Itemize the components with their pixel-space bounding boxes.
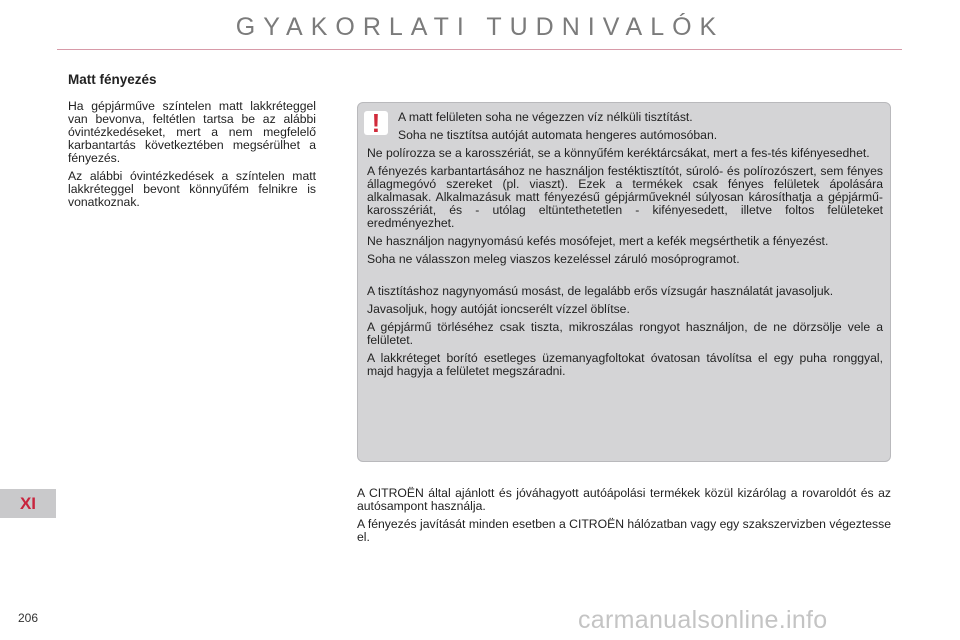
warning-paragraph: Javasoljuk, hogy autóját ioncserélt vízzel öblítse. — [367, 302, 630, 316]
intro-paragraph: Ha gépjárműve színtelen matt lakkréteggel van bevonva, feltétlen tartsa be az alábbi óvintézkedéseket, mert a nem megfelelő karbantartás következtében megsérülhet a fényezés. — [68, 99, 316, 165]
page-number: 206 — [18, 611, 39, 625]
section-title: Matt fényezés — [68, 72, 157, 87]
exclamation-warning-icon: ! — [364, 111, 388, 135]
intro-column — [68, 100, 316, 214]
warning-paragraph: Soha ne válasszon meleg viaszos kezeléssel záruló mosóprogramot. — [367, 252, 740, 266]
warning-paragraph: A gépjármű törléséhez csak tiszta, mikroszálas rongyot használjon, de ne dörzsölje vele a felületet. — [367, 320, 883, 347]
recommendation-text — [357, 487, 891, 549]
warning-paragraph: Ne polírozza se a karosszériát, se a könnyűfém keréktárcsákat, mert a fes-tés kifényesedhet. — [367, 146, 870, 160]
header-divider — [57, 49, 902, 50]
warning-paragraph: Ne használjon nagynyomású kefés mosófejet, mert a kefék megsérthetik a fényezést. — [367, 234, 829, 248]
warning-paragraph: A lakkréteget borító esetleges üzemanyagfoltokat óvatosan távolítsa el egy puha ronggyal, majd hagyja a felületet megszáradni. — [367, 351, 883, 378]
warning-paragraph: A matt felületen soha ne végezzen víz nélküli tisztítást. — [398, 110, 693, 124]
page-title: GYAKORLATI TUDNIVALÓK — [235, 13, 725, 41]
recommendation-paragraph: A CITROËN által ajánlott és jóváhagyott autóápolási termékek közül kizárólag a rovaroldót és az autósampont használja. — [357, 486, 891, 513]
warning-paragraph: A fényezés karbantartásához ne használjon festéktisztítót, súroló- és polírozószert, sem fényes állagmegóvó szereket (pl. viaszt). Ezek a termékek csak fényes felületek ápolására alkalmasak. Alkalmazásuk matt fényezésű gépjárműveknél súlyosan károsíthatja a gépjármű-karosszériát, és - utólag eltüntethetetlen - kifényesedett, illetve foltos felületeket eredményezhet. — [367, 164, 883, 230]
chapter-tab — [0, 489, 56, 518]
warning-text — [367, 111, 883, 383]
warning-paragraph: A tisztításhoz nagynyomású mosást, de legalább erős vízsugár használatát javasoljuk. — [367, 284, 834, 298]
warning-box — [357, 102, 891, 462]
intro-paragraph: Az alábbi óvintézkedések a színtelen matt lakkréteggel bevont könnyűfém felnikre is vonatkoznak. — [68, 169, 316, 209]
warning-paragraph: Soha ne tisztítsa autóját automata hengeres autómosóban. — [398, 128, 718, 142]
watermark: carmanualsonline.info — [578, 606, 828, 634]
chapter-label: XI — [19, 493, 37, 513]
recommendation-paragraph: A fényezés javítását minden esetben a CITROËN hálózatban vagy egy szakszervizben végeztesse el. — [357, 517, 891, 544]
